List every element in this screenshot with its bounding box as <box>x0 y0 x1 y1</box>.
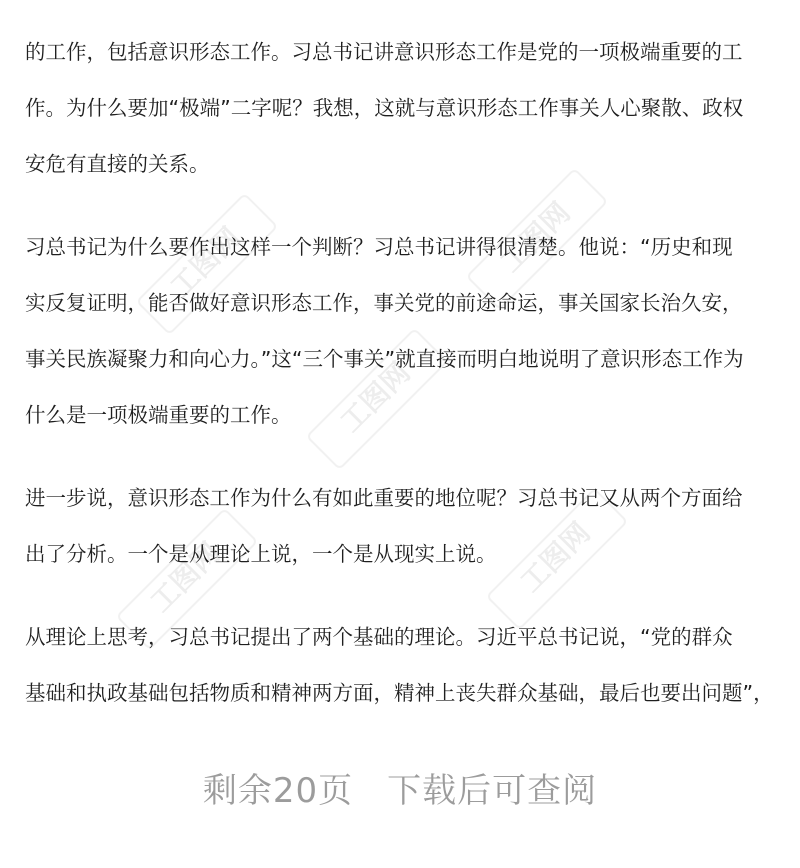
text-line: 实反复证明，能否做好意识形态工作，事关党的前途命运，事关国家长治久安， <box>25 291 743 315</box>
text-line: 安危有直接的关系。 <box>25 152 210 176</box>
text-line: 从理论上思考，习总书记提出了两个基础的理论。习近平总书记说，“党的群众 <box>25 625 733 649</box>
remaining-pages-label: 剩余20页 <box>202 771 354 811</box>
text-line: 习总书记为什么要作出这样一个判断？习总书记讲得很清楚。他说：“历史和现 <box>25 235 733 259</box>
text-line: 作。为什么要加“极端”二字呢？我想，这就与意识形态工作事关人心聚散、政权 <box>25 96 744 120</box>
watermark: 工图网 <box>116 508 259 651</box>
watermark: 工图网 <box>466 168 609 311</box>
text-line: 进一步说，意识形态工作为什么有如此重要的地位呢？习总书记又从两个方面给 <box>25 486 743 510</box>
watermark: 工图网 <box>306 328 449 471</box>
text-line: 事关民族凝聚力和向心力。”这“三个事关”就直接而明白地说明了意识形态工作为 <box>25 347 744 371</box>
watermark: 工图网 <box>136 193 279 336</box>
text-line: 的工作，包括意识形态工作。习总书记讲意识形态工作是党的一项极端重要的工 <box>25 40 743 64</box>
text-line: 什么是一项极端重要的工作。 <box>25 403 292 427</box>
download-to-read-label[interactable]: 下载后可查阅 <box>387 771 598 811</box>
watermark: 工图网 <box>486 488 629 631</box>
text-line: 基础和执政基础包括物质和精神两方面，精神上丧失群众基础，最后也要出问题”， <box>25 681 774 705</box>
text-line: 出了分析。一个是从理论上说，一个是从现实上说。 <box>25 542 497 566</box>
download-prompt[interactable] <box>0 768 800 814</box>
